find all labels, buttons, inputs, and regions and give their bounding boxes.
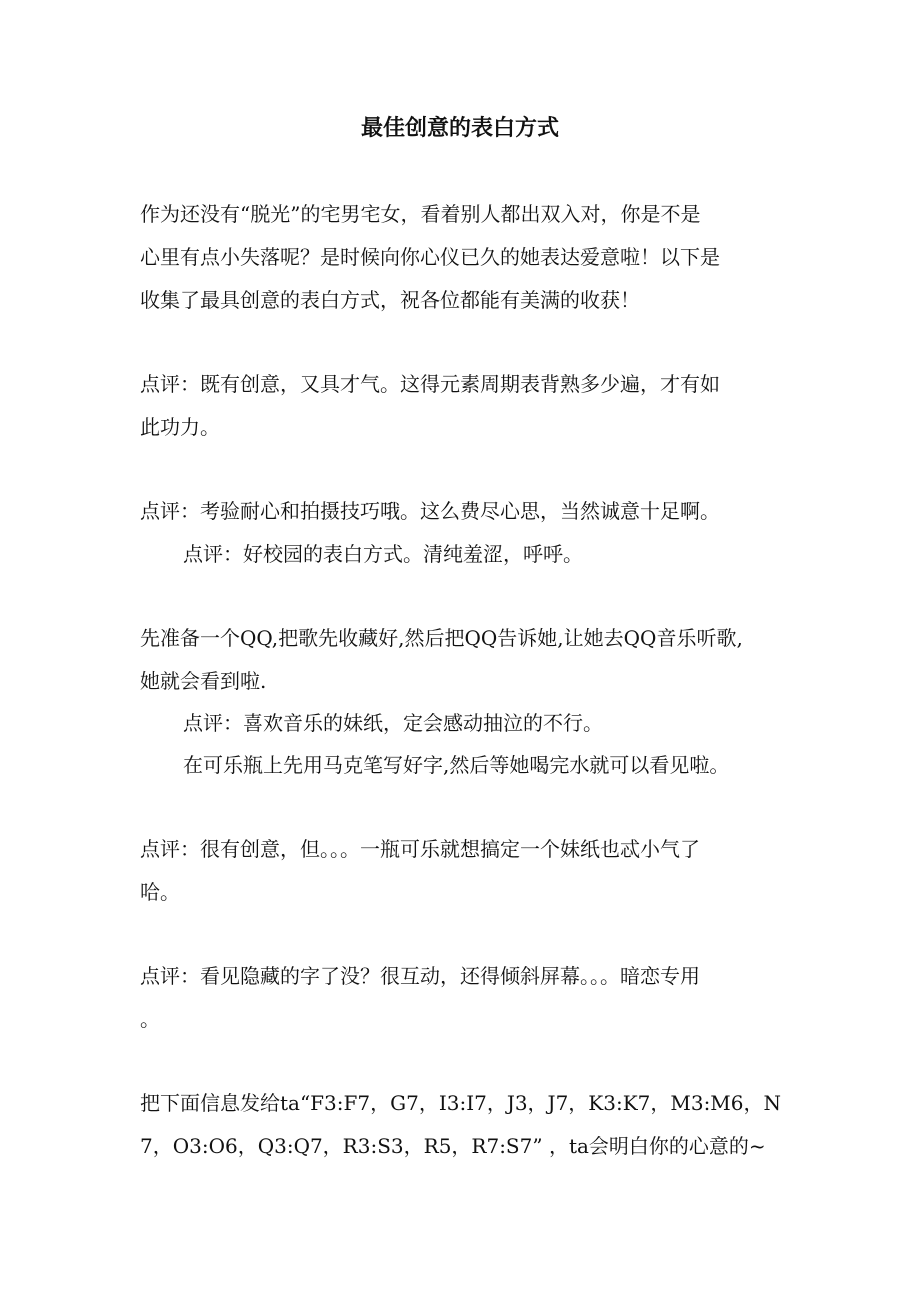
- comment-line: 点评：好校园的表白方式。清纯羞涩，呼呼。: [183, 542, 583, 566]
- paragraph-line: 7，O3:O6，Q3:Q7，R3:S3，R5，R7:S7” ，ta会明白你的心意的~: [140, 1134, 766, 1158]
- paragraph-line: 心里有点小失落呢？是时候向你心仪已久的她表达爱意啦！以下是: [140, 245, 720, 269]
- comment-line: 点评：喜欢音乐的妹纸，定会感动抽泣的不行。: [183, 711, 603, 735]
- comment-line: 点评：看见隐藏的字了没？很互动，还得倾斜屏幕。。。暗恋专用: [140, 964, 700, 988]
- document-title: 最佳创意的表白方式: [360, 116, 559, 141]
- paragraph-line: 她就会看到啦.: [140, 669, 267, 693]
- comment-line: 此功力。: [140, 415, 220, 439]
- paragraph-line: 在可乐瓶上先用马克笔写好字,然后等她喝完水就可以看见啦。: [183, 753, 730, 777]
- comment-line: 哈。: [140, 880, 180, 904]
- comment-line: 点评：考验耐心和拍摄技巧哦。这么费尽心思，当然诚意十足啊。: [140, 499, 720, 523]
- paragraph-line: 收集了最具创意的表白方式，祝各位都能有美满的收获！: [140, 288, 640, 312]
- paragraph-line: 把下面信息发给ta“F3:F7，G7，I3:I7，J3，J7，K3:K7，M3:M6，N: [140, 1091, 782, 1115]
- paragraph-line: 作为还没有“脱光”的宅男宅女，看着别人都出双入对，你是不是: [140, 202, 701, 226]
- paragraph-line: 先准备一个QQ,把歌先收藏好,然后把QQ告诉她,让她去QQ音乐听歌,: [140, 626, 743, 650]
- comment-line: 。: [140, 1007, 160, 1031]
- comment-line: 点评：很有创意，但。。。一瓶可乐就想搞定一个妹纸也忒小气了: [140, 837, 700, 861]
- comment-line: 点评：既有创意，又具才气。这得元素周期表背熟多少遍，才有如: [140, 372, 720, 396]
